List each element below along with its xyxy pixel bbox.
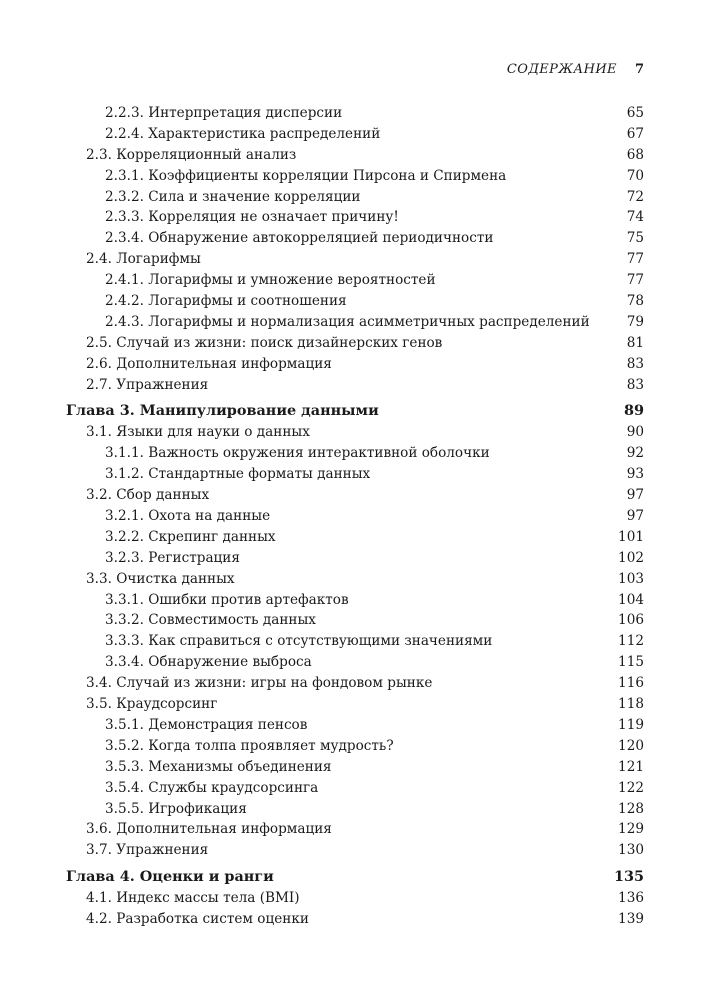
table-of-contents <box>66 105 644 932</box>
toc-entry-label: 2.2.4. Характеристика распределений <box>105 125 381 142</box>
toc-entry <box>66 424 644 445</box>
toc-entry-label: 3.3.3. Как справиться с отсутствующими значениями <box>105 633 493 650</box>
toc-entry <box>66 550 644 571</box>
toc-entry <box>66 508 644 529</box>
toc-entry-page: 93 <box>626 466 644 483</box>
toc-entry-page: 77 <box>626 251 644 268</box>
toc-entry-label: 3.3.4. Обнаружение выброса <box>105 654 312 671</box>
toc-entry <box>66 890 644 911</box>
toc-entry-page: 121 <box>618 758 644 775</box>
toc-entry <box>66 230 644 251</box>
toc-entry <box>66 272 644 293</box>
toc-entry-label: 2.4.3. Логарифмы и нормализация асимметричных распределений <box>105 313 590 330</box>
toc-entry-page: 119 <box>618 716 644 733</box>
toc-entry <box>66 675 644 696</box>
toc-entry <box>66 821 644 842</box>
toc-entry-label: 2.3.2. Сила и значение корреляции <box>105 188 361 205</box>
toc-entry <box>66 911 644 932</box>
toc-entry-page: 97 <box>626 508 644 525</box>
toc-entry-label: 3.3. Очистка данных <box>86 570 235 587</box>
toc-entry-page: 75 <box>626 230 644 247</box>
toc-entry <box>66 293 644 314</box>
toc-entry <box>66 842 644 863</box>
toc-entry-label: Глава 4. Оценки и ранги <box>66 868 274 886</box>
toc-entry-label: Глава 3. Манипулирование данными <box>66 402 379 420</box>
toc-entry-page: 101 <box>618 528 644 545</box>
toc-entry-label: 3.2.2. Скрепинг данных <box>105 528 276 545</box>
toc-entry-page: 72 <box>626 188 644 205</box>
toc-entry <box>66 654 644 675</box>
toc-entry <box>66 612 644 633</box>
toc-entry-label: 3.4. Случай из жизни: игры на фондовом рынке <box>86 675 433 692</box>
toc-entry-page: 68 <box>626 146 644 163</box>
toc-entry-page: 102 <box>618 549 644 566</box>
toc-entry-label: 3.1. Языки для науки о данных <box>86 424 310 441</box>
toc-entry-page: 83 <box>626 376 644 393</box>
page-number: 7 <box>634 62 644 77</box>
toc-entry <box>66 335 644 356</box>
toc-entry <box>66 356 644 377</box>
toc-entry-label: 3.5.4. Службы краудсорсинга <box>105 779 319 796</box>
toc-entry <box>66 759 644 780</box>
toc-entry <box>66 571 644 592</box>
toc-entry <box>66 717 644 738</box>
toc-entry-page: 120 <box>618 737 644 754</box>
toc-entry-label: 3.2.3. Регистрация <box>105 549 240 566</box>
toc-entry-label: 3.3.1. Ошибки против артефактов <box>105 591 349 608</box>
toc-entry-label: 2.3. Корреляционный анализ <box>86 146 297 163</box>
toc-entry-label: 3.5.5. Игрофикация <box>105 800 247 817</box>
toc-entry-label: 2.5. Случай из жизни: поиск дизайнерских генов <box>86 334 443 351</box>
toc-entry <box>66 445 644 466</box>
toc-entry-page: 103 <box>618 570 644 587</box>
toc-entry-page: 118 <box>618 696 644 713</box>
toc-entry-label: 3.1.1. Важность окружения интерактивной оболочки <box>105 445 490 462</box>
toc-entry <box>66 592 644 613</box>
toc-entry-label: 4.2. Разработка систем оценки <box>86 911 309 928</box>
toc-chapter-entry <box>66 868 644 890</box>
running-head-title: СОДЕРЖАНИЕ <box>506 62 617 77</box>
toc-entry <box>66 780 644 801</box>
toc-entry-page: 77 <box>626 272 644 289</box>
toc-entry-label: 2.3.3. Корреляция не означает причину! <box>105 209 399 226</box>
toc-entry-label: 3.2. Сбор данных <box>86 487 210 504</box>
toc-entry-page: 135 <box>613 868 644 886</box>
toc-entry-label: 2.7. Упражнения <box>86 376 209 393</box>
toc-entry <box>66 466 644 487</box>
toc-entry-page: 116 <box>618 675 644 692</box>
toc-entry <box>66 696 644 717</box>
toc-entry <box>66 487 644 508</box>
toc-entry <box>66 168 644 189</box>
toc-entry-page: 115 <box>618 654 644 671</box>
toc-entry-label: 4.1. Индекс массы тела (BMI) <box>86 890 300 907</box>
toc-entry-label: 3.5.1. Демонстрация пенсов <box>105 716 308 733</box>
toc-entry <box>66 126 644 147</box>
toc-entry-label: 2.4.2. Логарифмы и соотношения <box>105 293 347 310</box>
toc-entry-page: 104 <box>618 591 644 608</box>
toc-entry-page: 122 <box>618 779 644 796</box>
toc-entry-page: 139 <box>618 911 644 928</box>
toc-entry-label: 2.3.4. Обнаружение автокорреляцией периодичности <box>105 230 494 247</box>
toc-entry-page: 112 <box>618 633 644 650</box>
toc-entry-page: 79 <box>626 313 644 330</box>
toc-entry-label: 3.6. Дополнительная информация <box>86 821 332 838</box>
toc-entry <box>66 529 644 550</box>
toc-entry-page: 106 <box>618 612 644 629</box>
toc-entry <box>66 251 644 272</box>
toc-entry <box>66 801 644 822</box>
toc-entry-page: 92 <box>626 445 644 462</box>
toc-entry-label: 3.5.3. Механизмы объединения <box>105 758 332 775</box>
toc-entry-label: 2.4.1. Логарифмы и умножение вероятностей <box>105 272 436 289</box>
toc-entry-label: 3.5. Краудсорсинг <box>86 696 218 713</box>
toc-chapter-entry <box>66 402 644 424</box>
running-head <box>66 62 644 82</box>
toc-entry-label: 3.1.2. Стандартные форматы данных <box>105 466 371 483</box>
toc-entry-label: 2.4. Логарифмы <box>86 251 201 268</box>
toc-entry <box>66 314 644 335</box>
toc-entry-label: 3.3.2. Совместимость данных <box>105 612 316 629</box>
toc-entry-page: 74 <box>626 209 644 226</box>
toc-entry-page: 130 <box>618 842 644 859</box>
toc-entry-page: 78 <box>626 293 644 310</box>
toc-entry-page: 83 <box>626 355 644 372</box>
toc-entry-page: 67 <box>626 125 644 142</box>
toc-entry <box>66 738 644 759</box>
toc-entry-page: 81 <box>626 334 644 351</box>
toc-entry <box>66 633 644 654</box>
toc-entry-label: 2.6. Дополнительная информация <box>86 355 332 372</box>
toc-entry <box>66 147 644 168</box>
toc-entry <box>66 209 644 230</box>
toc-entry-page: 89 <box>623 402 644 420</box>
toc-entry-label: 3.2.1. Охота на данные <box>105 508 271 525</box>
toc-entry-page: 90 <box>626 424 644 441</box>
toc-entry-page: 129 <box>618 821 644 838</box>
toc-entry-page: 70 <box>626 167 644 184</box>
toc-entry-page: 97 <box>626 487 644 504</box>
toc-entry-page: 128 <box>618 800 644 817</box>
toc-entry <box>66 377 644 398</box>
toc-entry <box>66 189 644 210</box>
toc-entry-label: 2.3.1. Коэффициенты корреляции Пирсона и Спирмена <box>105 167 507 184</box>
toc-entry-label: 2.2.3. Интерпретация дисперсии <box>105 105 343 121</box>
toc-entry-page: 65 <box>626 105 644 121</box>
toc-entry-page: 136 <box>618 890 644 907</box>
toc-entry-label: 3.7. Упражнения <box>86 842 209 859</box>
toc-entry-label: 3.5.2. Когда толпа проявляет мудрость? <box>105 737 394 754</box>
toc-entry <box>66 105 644 126</box>
